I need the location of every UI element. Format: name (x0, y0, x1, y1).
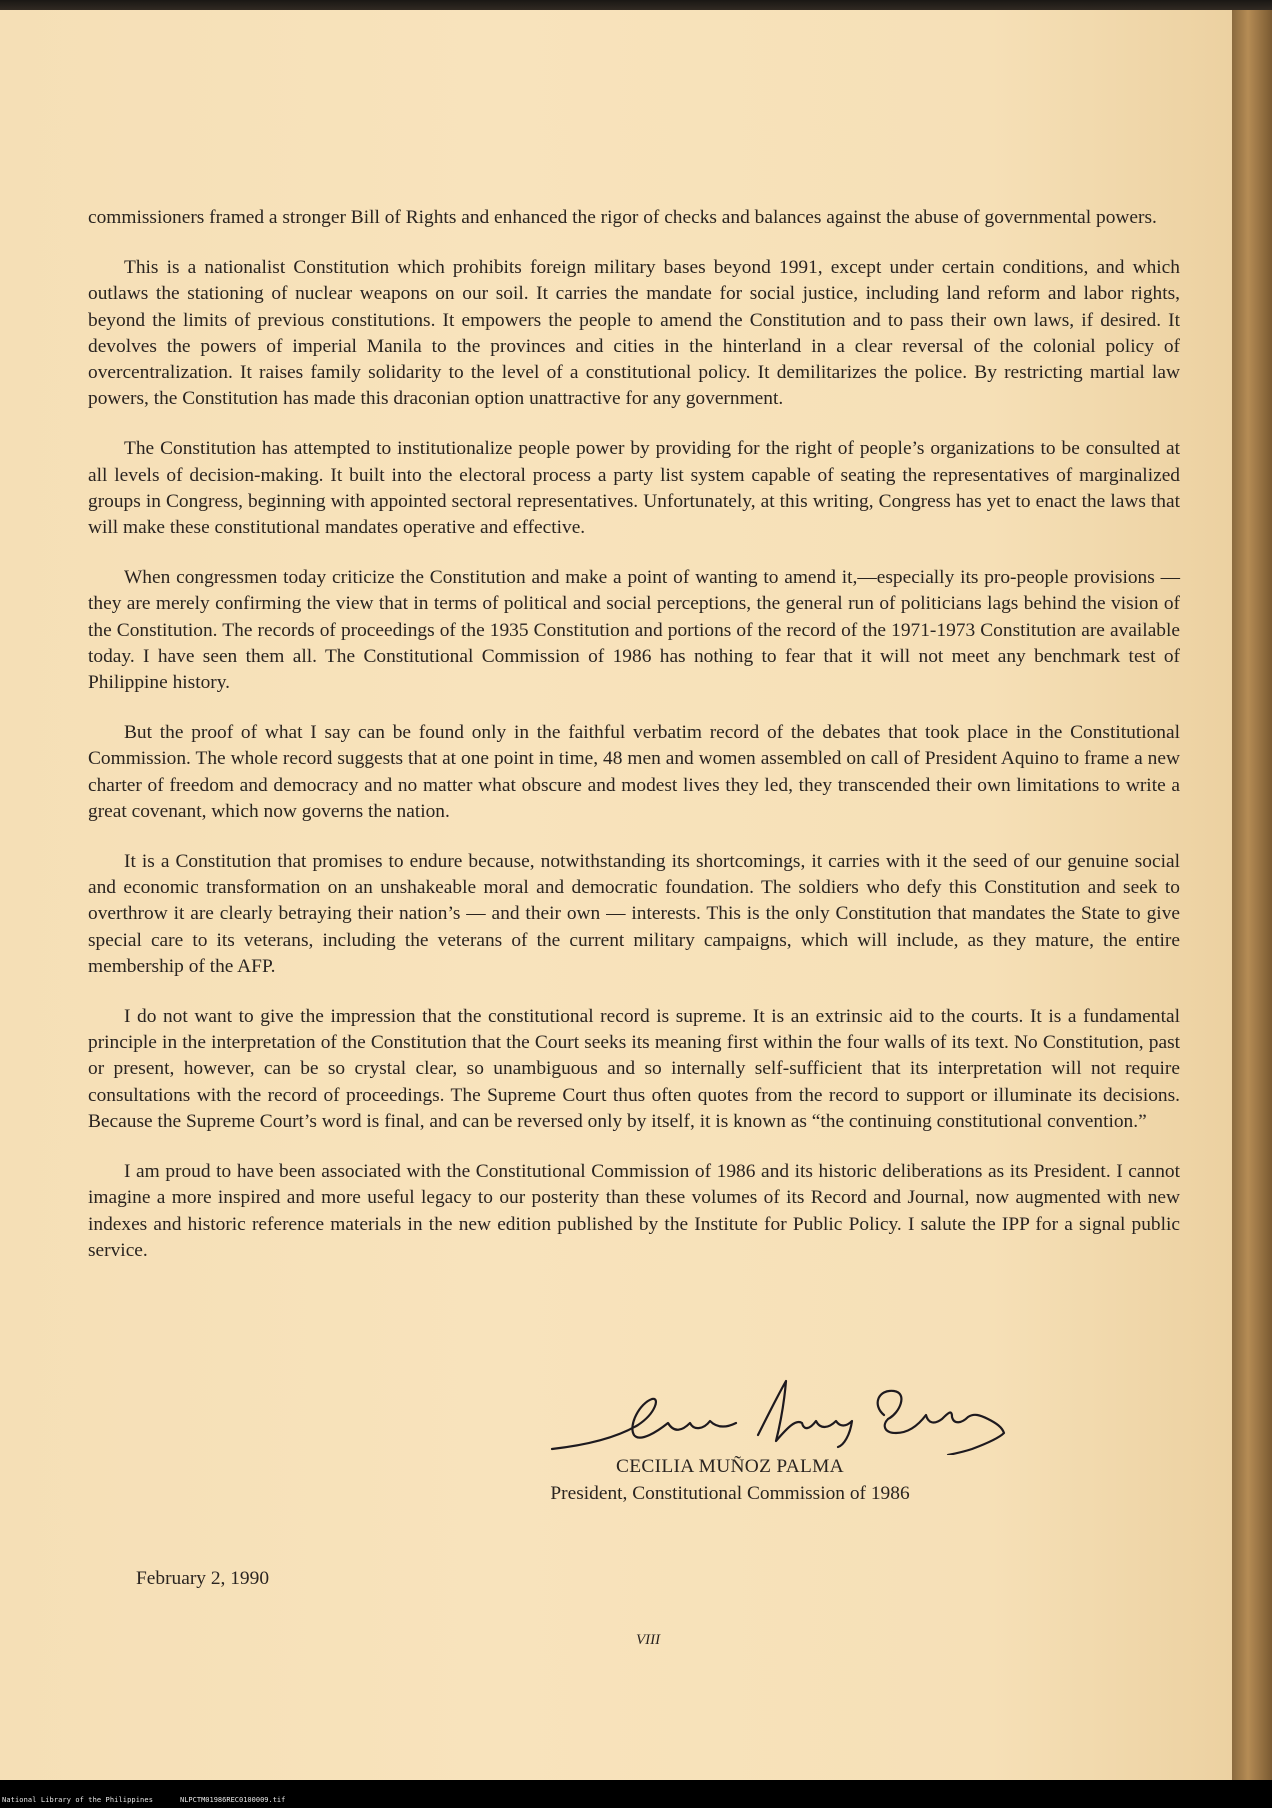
paragraph-1: commissioners framed a stronger Bill of Rights and enhanced the rigor of checks and balances against the abuse of governmental powers. (88, 207, 1157, 228)
letter-date: February 2, 1990 (136, 1568, 270, 1589)
paragraph-6: It is a Constitution that promises to endure because, notwithstanding its shortcomings, it carries with it the seed of our genuine social and economic transformation on an unshakeable moral and democratic foundation. The soldiers who defy this Constitution and seek to overthrow it are clearly betraying their nation’s — and their own — interests. This is the only Constitution that mandates the State to give special care to its veterans, including the veterans of the current military campaigns, which will include, as they mature, the entire membership of the AFP. (88, 851, 1180, 977)
paragraph-5: But the proof of what I say can be found only in the faithful verbatim record of the debates that took place in the Constitutional Commission. The whole record suggests that at one point in time, 48 men and women assembled on call of President Aquino to frame a new charter of freedom and democracy and no matter what obscure and modest lives they led, they transcended their own limitations to write a great covenant, which now governs the nation. (88, 722, 1180, 822)
paragraph-2: This is a nationalist Constitution which prohibits foreign military bases beyond 1991, except under certain conditions, and which outlaws the stationing of nuclear weapons on our soil. It carries the mandate for social justice, including land reform and labor rights, beyond the limits of previous constitutions. It empowers the people to amend the Constitution and to pass their own laws, if desired. It devolves the powers of imperial Manila to the provinces and cities in the hinterland in a clear reversal of the colonial policy of overcentralization. It raises family solidarity to the level of a constitutional policy. It demilitarizes the police. By restricting martial law powers, the Constitution has made this draconian option unattractive for any government. (88, 257, 1180, 410)
body-text (88, 205, 1180, 1288)
page-number: VIII (636, 1632, 661, 1648)
scan-file-name: NLPCTM01986REC0100009.tif (180, 1796, 286, 1804)
paragraph-7: I do not want to give the impression that the constitutional record is supreme. It is an extrinsic aid to the courts. It is a fundamental principle in the interpretation of the Constitution that the Court seeks its meaning first within the four walls of its text. No Constitution, past or present, however, can be so crystal clear, so unambiguous and so internally self-sufficient that its interpretation will not require consultations with the record of proceedings. The Supreme Court thus often quotes from the record to support or illuminate its decisions. Because the Supreme Court’s word is final, and can be reversed only by itself, it is known as “the continuing constitutional convention.” (88, 1006, 1180, 1132)
paragraph-3: The Constitution has attempted to institutionalize people power by providing for the right of people’s organizations to be consulted at all levels of decision-making. It built into the electoral process a party list system capable of seating the representatives of marginalized groups in Congress, beginning with appointed sectoral representatives. Unfortunately, at this writing, Congress has yet to enact the laws that will make these constitutional mandates operative and effective. (88, 438, 1180, 539)
signatory-title: President, Constitutional Commission of 1986 (550, 1483, 910, 1504)
paragraph-4: When congressmen today criticize the Constitution and make a point of wanting to amend it,—especially its pro-people provisions — they are merely confirming the view that in terms of political and social perceptions, the general run of politicians lags behind the vision of the Constitution. The records of proceedings of the 1935 Constitution and portions of the record of the 1971-1973 Constitution are available today. I have seen them all. The Constitutional Commission of 1986 has nothing to fear that it will not meet any benchmark test of Philippine history. (88, 567, 1180, 694)
book-spine-edge (1232, 10, 1272, 1780)
library-label: National Library of the Philippines (2, 1796, 154, 1804)
handwritten-signature (548, 1375, 1008, 1455)
signatory-name: CECILIA MUÑOZ PALMA (616, 1456, 844, 1477)
paragraph-8: I am proud to have been associated with the Constitutional Commission of 1986 and its historic deliberations as its President. I cannot imagine a more inspired and more useful legacy to our posterity than these volumes of its Record and Journal, now augmented with new indexes and historic reference materials in the new edition published by the Institute for Public Policy. I salute the IPP for a signal public service. (88, 1161, 1180, 1261)
